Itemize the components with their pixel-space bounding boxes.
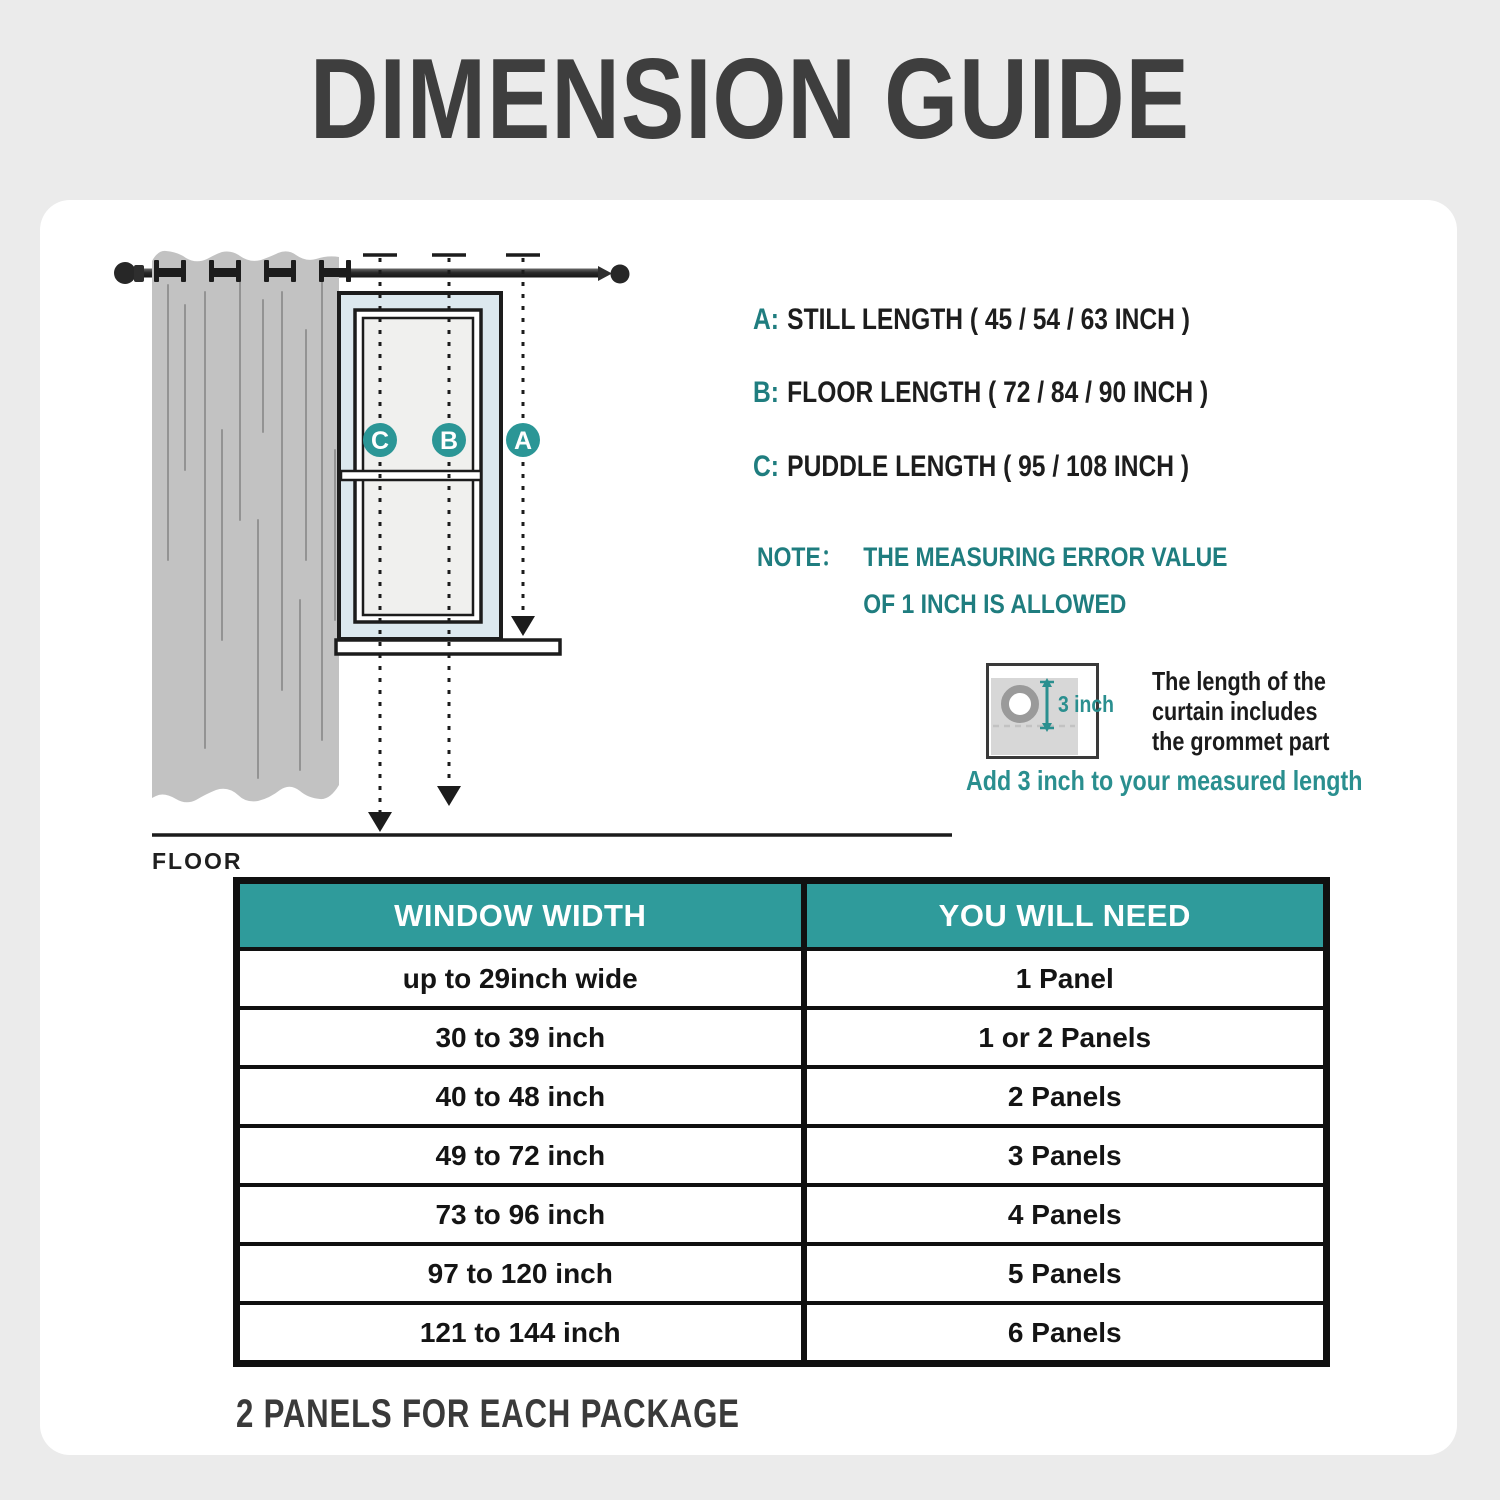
page-header — [0, 34, 1500, 165]
panels-needed-cell: 6 Panels — [804, 1303, 1327, 1364]
grommet-caption-line-1: The length of the — [1152, 666, 1326, 696]
table-row — [237, 1126, 1327, 1185]
table-row — [237, 1185, 1327, 1244]
spec-a-prefix: A: — [753, 303, 779, 336]
grommet-caption-line-3: the grommet part — [1152, 726, 1330, 756]
window-width-cell: 121 to 144 inch — [237, 1303, 804, 1364]
window-width-cell: 73 to 96 inch — [237, 1185, 804, 1244]
table-row — [237, 1244, 1327, 1303]
spec-c-text: PUDDLE LENGTH ( 95 / 108 INCH ) — [787, 450, 1190, 483]
table-header-row — [237, 881, 1327, 950]
window-width-cell: up to 29inch wide — [237, 949, 804, 1008]
spec-c-prefix: C: — [753, 450, 779, 483]
note-line-2: OF 1 INCH IS ALLOWED — [863, 589, 1127, 619]
window-width-cell: 40 to 48 inch — [237, 1067, 804, 1126]
spec-line-a — [753, 301, 1190, 339]
spec-b-prefix: B: — [753, 376, 779, 409]
window-middle-rail — [341, 471, 481, 480]
table-header-you-will-need: YOU WILL NEED — [804, 881, 1327, 950]
panels-needed-cell: 3 Panels — [804, 1126, 1327, 1185]
window — [336, 293, 560, 654]
grommet-caption — [1152, 666, 1329, 756]
panels-needed-cell: 2 Panels — [804, 1067, 1327, 1126]
table-header-window-width: WINDOW WIDTH — [237, 881, 804, 950]
measuring-note — [757, 534, 1228, 628]
window-width-cell: 49 to 72 inch — [237, 1126, 804, 1185]
badge-c-letter: C — [370, 427, 390, 455]
table-row — [237, 1303, 1327, 1364]
three-inch-label: 3 inch — [1058, 691, 1114, 717]
floor-label: FLOOR — [152, 848, 243, 874]
window-width-cell: 97 to 120 inch — [237, 1244, 804, 1303]
spec-line-c — [753, 448, 1189, 486]
panels-needed-cell: 1 or 2 Panels — [804, 1008, 1327, 1067]
panels-needed-cell: 1 Panel — [804, 949, 1327, 1008]
window-width-cell: 30 to 39 inch — [237, 1008, 804, 1067]
curtain-panel — [152, 251, 339, 802]
badge-b-letter: B — [439, 427, 459, 455]
table-row — [237, 1008, 1327, 1067]
spec-line-b — [753, 374, 1208, 412]
page-title: DIMENSION GUIDE — [310, 36, 1190, 163]
badge-a-letter: A — [513, 427, 533, 455]
measure-badges — [363, 423, 540, 457]
spec-a-text: STILL LENGTH ( 45 / 54 / 63 INCH ) — [787, 303, 1190, 336]
note-body — [863, 534, 1227, 628]
panel-size-table — [233, 877, 1330, 1367]
panels-needed-cell: 5 Panels — [804, 1244, 1327, 1303]
panels-needed-cell: 4 Panels — [804, 1185, 1327, 1244]
grommet-ring-icon — [1005, 689, 1035, 719]
table-row — [237, 1067, 1327, 1126]
note-line-1: THE MEASURING ERROR VALUE — [863, 542, 1228, 572]
package-note: 2 PANELS FOR EACH PACKAGE — [236, 1392, 740, 1436]
spec-b-text: FLOOR LENGTH ( 72 / 84 / 90 INCH ) — [787, 376, 1209, 409]
table-row — [237, 949, 1327, 1008]
note-prefix: NOTE： — [757, 542, 844, 572]
grommet-caption-line-2: curtain includes — [1152, 696, 1318, 726]
grommet-tip: Add 3 inch to your measured length — [966, 765, 1363, 796]
